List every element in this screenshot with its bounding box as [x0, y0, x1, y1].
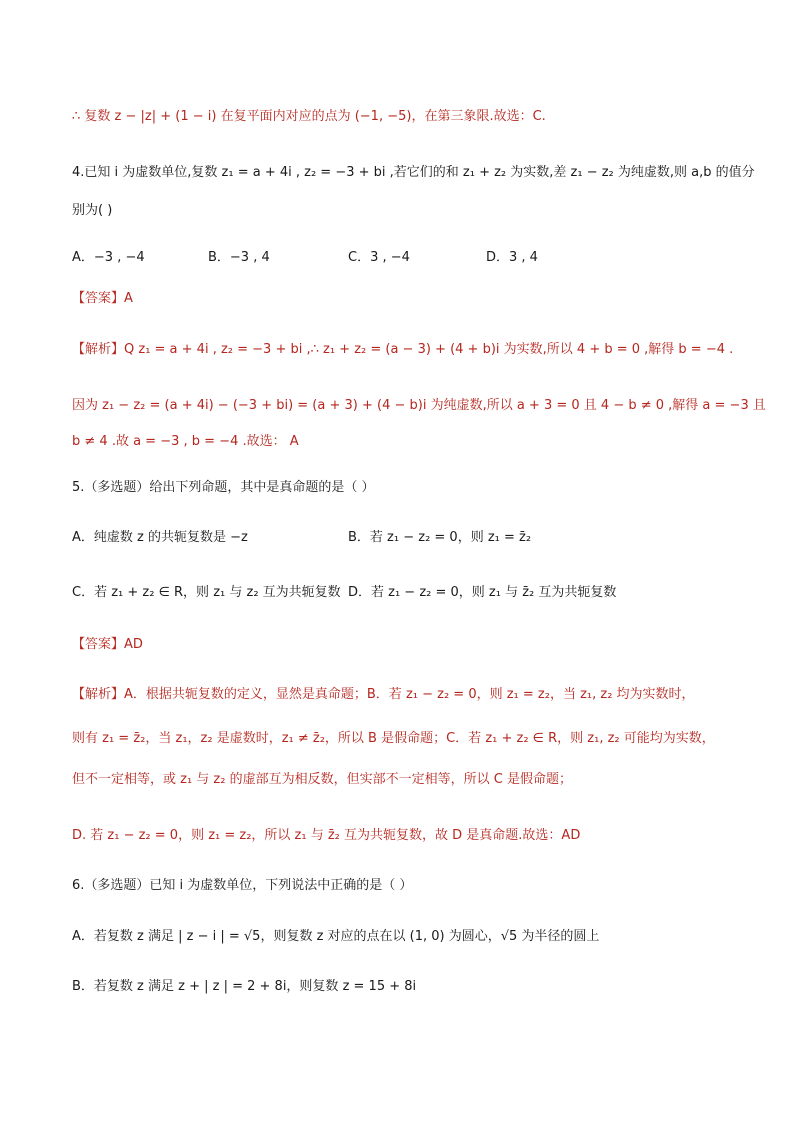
- q4-stem-line-1: 4.已知 i 为虚数单位,复数 z₁ = a + 4i , z₂ = −3 + bi ,若它们的和 z₁ + z₂ 为实数,差 z₁ − z₂ 为纯虚数,则 a,b 的值分: [72, 165, 755, 180]
- q5-solution-line-2: 则有 z₁ = z̄₂，当 z₁，z₂ 是虚数时，z₁ ≠ z̄₂，所以 B 是假命题；C．若 z₁ + z₂ ∈ R，则 z₁, z₂ 可能均为实数，: [72, 731, 715, 746]
- q5-option-c: C．若 z₁ + z₂ ∈ R，则 z₁ 与 z₂ 互为共轭复数: [72, 585, 341, 600]
- q5-option-d: D．若 z₁ − z₂ = 0，则 z₁ 与 z̄₂ 互为共轭复数: [348, 585, 617, 600]
- q4-option-d: D．3 , 4: [486, 250, 538, 265]
- q4-answer: 【答案】A: [72, 291, 133, 306]
- q4-option-c: C．3 , −4: [348, 250, 410, 265]
- q5-solution-line-3: 但不一定相等，或 z₁ 与 z₂ 的虚部互为相反数，但实部不一定相等，所以 C 是假命题；: [72, 772, 572, 787]
- q6-stem: 6.（多选题）已知 i 为虚数单位，下列说法中正确的是（ ）: [72, 878, 413, 893]
- q4-option-a: A．−3 , −4: [72, 250, 145, 265]
- q5-option-a: A．纯虚数 z 的共轭复数是 −z: [72, 530, 248, 545]
- q6-option-a: A．若复数 z 满足 | z − i | = √5，则复数 z 对应的点在以 (1, 0) 为圆心，√5 为半径的圆上: [72, 929, 600, 944]
- q4-solution-line-1: 【解析】Q z₁ = a + 4i , z₂ = −3 + bi ,∴ z₁ + z₂ = (a − 3) + (4 + b)i 为实数,所以 4 + b = 0 ,解得 b = −4 .: [72, 342, 734, 357]
- q5-solution-line-1: 【解析】A．根据共轭复数的定义，显然是真命题；B．若 z₁ − z₂ = 0，则 z₁ = z₂，当 z₁, z₂ 均为实数时，: [72, 687, 695, 702]
- q4-option-b: B．−3 , 4: [208, 250, 270, 265]
- q6-option-b: B．若复数 z 满足 z + | z | = 2 + 8i，则复数 z = 15 + 8i: [72, 979, 417, 994]
- q4-solution-line-2: 因为 z₁ − z₂ = (a + 4i) − (−3 + bi) = (a + 3) + (4 − b)i 为纯虚数,所以 a + 3 = 0 且 4 − b ≠ 0 ,解得 a = −3 且: [72, 398, 766, 413]
- q5-solution-line-4: D. 若 z₁ − z₂ = 0，则 z₁ = z₂，所以 z₁ 与 z̄₂ 互为共轭复数，故 D 是真命题.故选：AD: [72, 828, 581, 843]
- q5-option-b: B．若 z₁ − z₂ = 0，则 z₁ = z̄₂: [348, 530, 532, 545]
- q4-stem-line-2: 别为( ): [72, 203, 113, 218]
- q5-stem: 5.（多选题）给出下列命题，其中是真命题的是（ ）: [72, 480, 375, 495]
- prev-solution-line: ∴ 复数 z − |z| + (1 − i) 在复平面内对应的点为 (−1, −5)，在第三象限.故选：C.: [72, 109, 546, 124]
- q5-answer: 【答案】AD: [72, 637, 143, 652]
- q4-solution-line-3: b ≠ 4 .故 a = −3 , b = −4 .故选： A: [72, 434, 299, 449]
